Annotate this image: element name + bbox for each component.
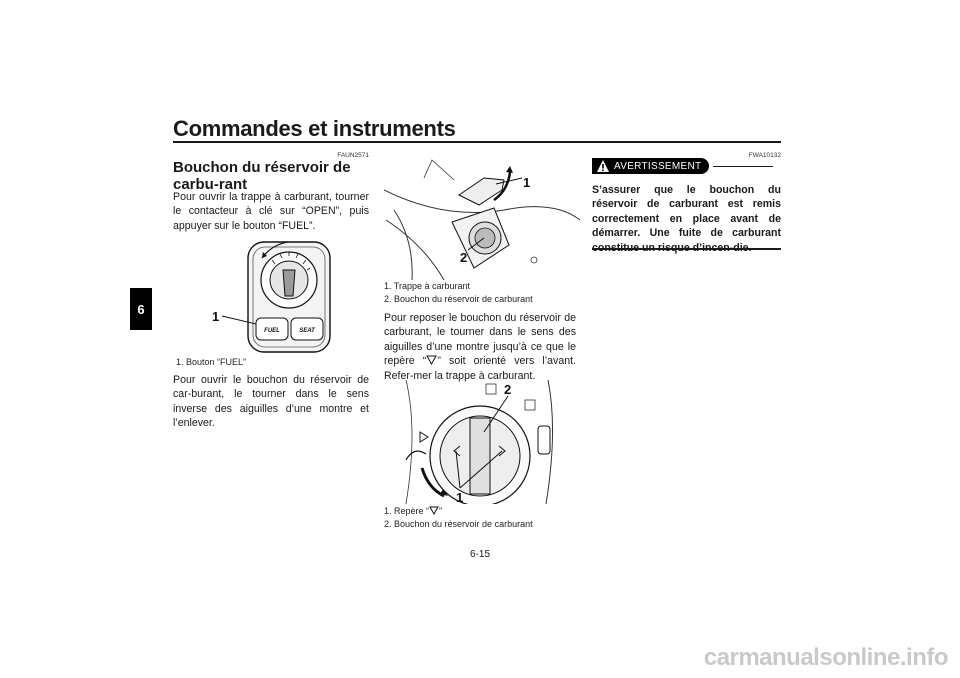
caption-line: 1. Repère “ ” bbox=[384, 506, 443, 516]
callout-1: 1 bbox=[212, 309, 220, 324]
triangle-mark-icon bbox=[429, 506, 439, 515]
refit-text-start: Pour reposer le bouchon du réservoir de carburant, le tourner dans le sens des aiguilles d’une montre jusqu’à ce que le repère “ bbox=[384, 312, 576, 368]
section-title: Bouchon du réservoir de carbu-rant bbox=[173, 159, 351, 193]
figure1-caption bbox=[176, 356, 246, 369]
page-title: Commandes et instruments bbox=[173, 116, 456, 141]
open-cap-paragraph: Pour ouvrir le bouchon du réservoir de car-burant, le tourner dans le sens inverse des aiguilles d’une montre et l’enlever. bbox=[173, 374, 369, 430]
triangle-mark-icon bbox=[426, 355, 437, 365]
caption-line: 1. Trappe à carburant bbox=[384, 281, 471, 291]
warning-header-rule bbox=[713, 166, 773, 167]
warning-bottom-rule bbox=[592, 248, 781, 250]
warning-label: AVERTISSEMENT bbox=[614, 160, 702, 172]
figure2-caption bbox=[384, 280, 533, 306]
caption-line: 2. Bouchon du réservoir de carburant bbox=[384, 294, 533, 304]
seat-button-label: SEAT bbox=[299, 328, 315, 334]
caption-line: 1. Bouton “FUEL” bbox=[176, 357, 247, 367]
callout-1: 1 bbox=[456, 490, 464, 504]
callout-2: 2 bbox=[460, 250, 468, 265]
warning-triangle-icon bbox=[596, 159, 610, 173]
header-rule bbox=[173, 141, 781, 143]
watermark: carmanualsonline.info bbox=[703, 644, 948, 671]
warning-text: S’assurer que le bouchon du réservoir de carburant est remis correctement en place avant de démarrer. Une fuite de carburant bbox=[592, 184, 781, 240]
chapter-tab: 6 bbox=[130, 288, 152, 330]
left-section-code: FAUN2571 bbox=[337, 152, 369, 159]
refit-text-end: ” soit orienté vers l’avant. Refer-mer la trappe à carburant. bbox=[384, 355, 576, 382]
intro-paragraph: Pour ouvrir la trappe à carburant, tourner le contacteur à clé sur “OPEN”, puis appuyer sur le bouton “FUEL”. bbox=[173, 191, 369, 232]
page-number: 6-15 bbox=[469, 549, 490, 560]
cap-mark-illustration bbox=[398, 380, 564, 504]
figure3-caption bbox=[384, 505, 533, 531]
warning-header bbox=[592, 158, 773, 174]
fuel-lid-illustration bbox=[384, 150, 580, 280]
caption-line: 2. Bouchon du réservoir de carburant bbox=[384, 519, 533, 529]
fuel-button-label: FUEL bbox=[264, 328, 280, 334]
callout-1: 1 bbox=[523, 175, 531, 190]
warning-code: FWA10132 bbox=[748, 152, 781, 159]
fuel-button-illustration bbox=[210, 238, 340, 356]
refit-cap-paragraph bbox=[384, 311, 576, 383]
warning-badge bbox=[592, 158, 709, 174]
callout-2: 2 bbox=[504, 382, 512, 397]
